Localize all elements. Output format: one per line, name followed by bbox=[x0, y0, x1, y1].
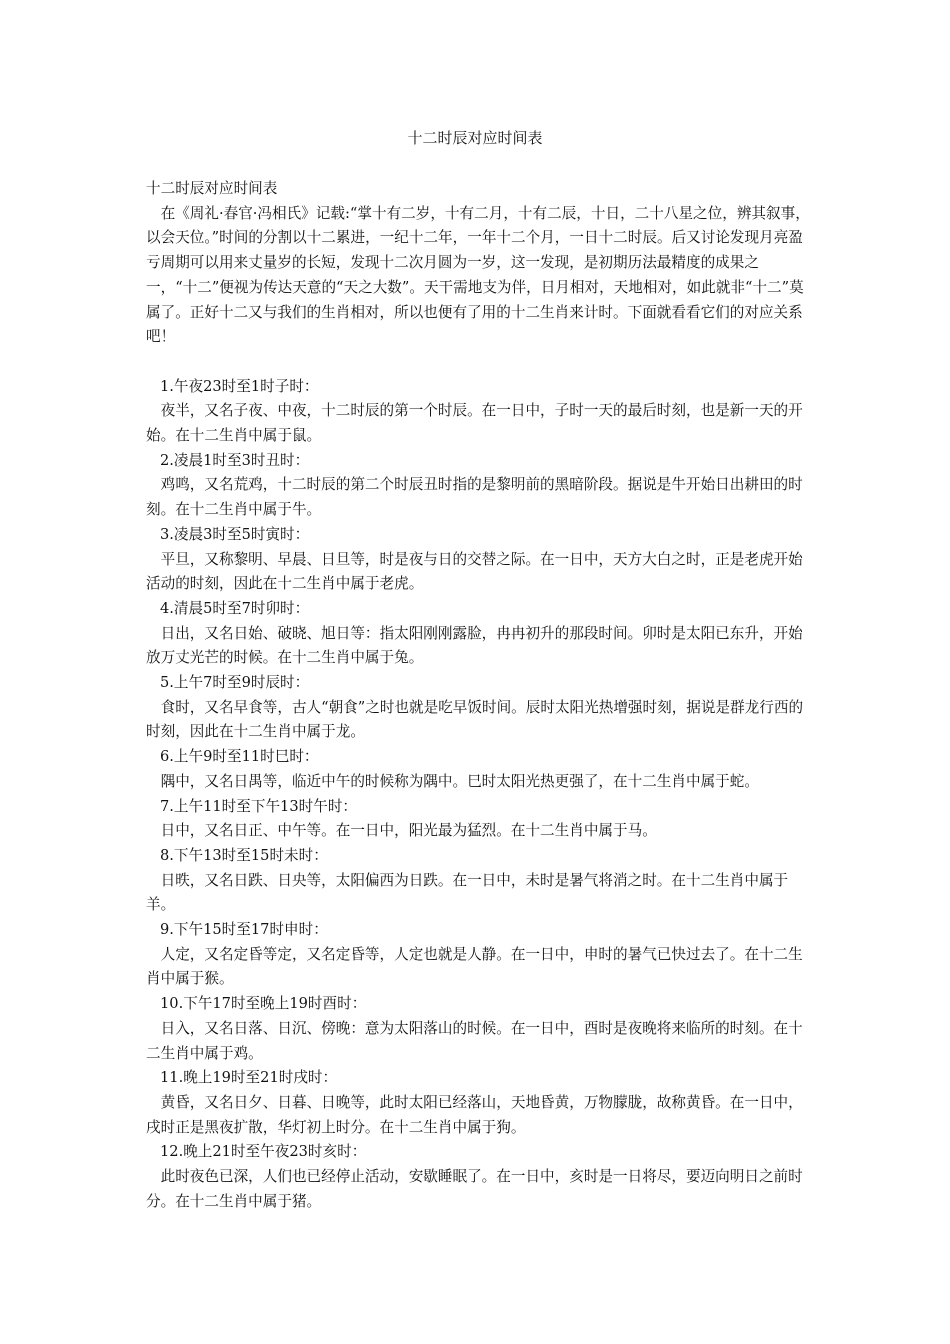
section-heading-7: 7.上午11时至下午13时午时： bbox=[160, 797, 358, 815]
document-title: 十二时辰对应时间表 bbox=[407, 129, 543, 147]
section-body-11: 黄昏，又名日夕、日暮、日晚等，此时太阳已经落山，天地昏黄，万物朦胧，故称黄昏。在一日中，戌时正是黑夜扩散，华灯初上时分。在十二生肖中属于狗。 bbox=[146, 1094, 803, 1136]
section-body-10: 日入，又名日落、日沉、傍晚：意为太阳落山的时候。在一日中，酉时是夜晚将来临所的时刻。在十二生肖中属于鸡。 bbox=[146, 1019, 803, 1062]
section-body-2: 鸡鸣，又名荒鸡，十二时辰的第二个时辰丑时指的是黎明前的黑暗阶段。据说是牛开始日出耕田的时刻。在十二生肖中属于牛。 bbox=[146, 476, 803, 519]
section-body-7: 日中，又名日正、中午等。在一日中，阳光最为猛烈。在十二生肖中属于马。 bbox=[160, 822, 657, 840]
section-heading-8: 8.下午13时至15时未时： bbox=[160, 846, 328, 864]
section-heading-3: 3.凌晨3时至5时寅时： bbox=[160, 525, 310, 543]
section-body-6: 隅中，又名日禺等，临近中午的时候称为隅中。巳时太阳光热更强了，在十二生肖中属于蛇。 bbox=[160, 772, 759, 790]
section-heading-10: 10.下午17时至晚上19时酉时： bbox=[160, 995, 367, 1013]
section-body-12: 此时夜色已深，人们也已经停止活动，安歇睡眠了。在一日中，亥时是一日将尽，要迈向明日之前时分。在十二生肖中属于猪。 bbox=[146, 1168, 803, 1210]
section-heading-6: 6.上午9时至11时巳时： bbox=[160, 748, 319, 766]
section-heading-4: 4.清晨5时至7时卯时： bbox=[160, 599, 310, 617]
section-body-4: 日出，又名日始、破晓、旭日等：指太阳刚刚露脸，冉冉初升的那段时间。卯时是太阳已东升，开始放万丈光芒的时候。在十二生肖中属于兔。 bbox=[146, 624, 803, 667]
section-body-1: 夜半，又名子夜、中夜，十二时辰的第一个时辰。在一日中，子时一天的最后时刻，也是新一天的开始。在十二生肖中属于鼠。 bbox=[146, 402, 803, 445]
intro-paragraph: 在《周礼·春官·冯相氏》记载:“掌十有二岁，十有二月，十有二辰，十日，二十八星之位，辨其叙事，以会天位。”时间的分割以十二累进，一纪十二年，一年十二个月，一日十二时辰。后又讨论发现月亮盈亏周期可以用来丈量岁的长短，发现十二次月圆为一岁，这一发现，是初期历法最精度的成果之一，“十二”便视为传达天意的“天之大数”。天干需地支为伴，日月相对，天地相对，如此就非“十二”莫属了。正好十二又与我们的生肖相对，所以也便有了用的十二生肖来计时。下面就看看它们的对应关系吧！ bbox=[146, 204, 810, 346]
document-content bbox=[146, 177, 810, 1215]
blank-line bbox=[146, 350, 810, 375]
subtitle: 十二时辰对应时间表 bbox=[146, 180, 278, 197]
section-body-3: 平旦，又称黎明、早晨、日旦等，时是夜与日的交替之际。在一日中，天方大白之时，正是老虎开始活动的时刻，因此在十二生肖中属于老虎。 bbox=[146, 550, 803, 593]
section-body-8: 日昳，又名日跌、日央等，太阳偏西为日跌。在一日中，未时是暑气将消之时。在十二生肖中属于羊。 bbox=[146, 871, 789, 914]
section-body-9: 人定，又名定昏等定，又名定昏等，人定也就是人静。在一日中，申时的暑气已快过去了。在十二生肖中属于猴。 bbox=[146, 945, 803, 988]
section-heading-11: 11.晚上19时至21时戌时： bbox=[160, 1069, 338, 1087]
section-heading-1: 1.午夜23时至1时子时： bbox=[160, 377, 319, 395]
section-heading-12: 12.晚上21时至午夜23时亥时： bbox=[160, 1143, 367, 1161]
section-heading-2: 2.凌晨1时至3时丑时： bbox=[160, 451, 310, 469]
section-heading-5: 5.上午7时至9时辰时： bbox=[160, 674, 310, 692]
section-body-5: 食时，又名早食等，古人“朝食”之时也就是吃早饭时间。辰时太阳光热增强时刻，据说是群龙行西的时刻，因此在十二生肖中属于龙。 bbox=[146, 698, 804, 741]
section-heading-9: 9.下午15时至17时申时： bbox=[160, 921, 328, 939]
